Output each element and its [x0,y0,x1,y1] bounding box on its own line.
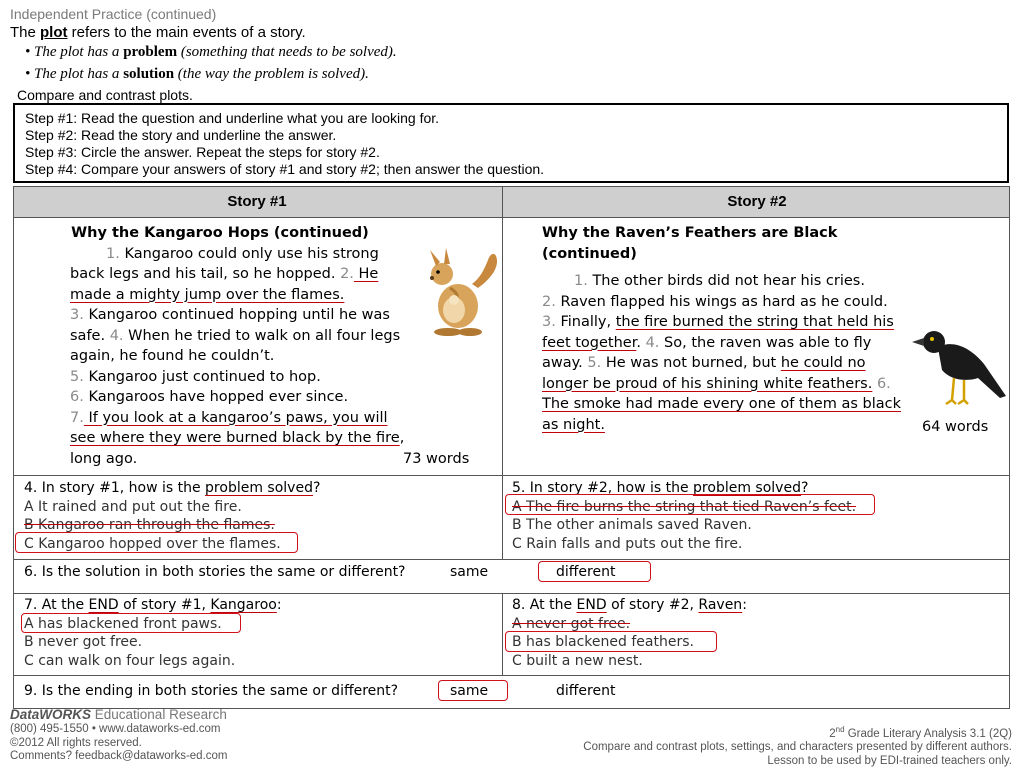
q7-name: Kangaroo [210,597,277,613]
q8-pre: 8. At the [512,597,577,613]
steps-box [13,103,1009,183]
underlined-sentence: The smoke had made every one of them as black as night. [542,396,901,433]
footer-lesson-info [583,723,1012,768]
underlined-sentence: he could no longer be proud of his shining white feathers. [542,355,873,392]
story1-line7 [70,408,410,470]
question-5 [512,479,1002,553]
step-1: Step #1: Read the question and underline what you are looking for. [25,110,440,126]
story1-text [70,223,410,469]
plot-definition [10,24,306,41]
q4-post: ? [312,480,321,496]
sentence-number: 7. [70,409,84,426]
sentence: The other birds did not hear his cries. [587,273,865,289]
page-subtitle: Independent Practice (continued) [10,6,217,22]
bullet2-pre: • The plot has a [25,66,124,82]
story1-line6 [70,387,410,408]
answer-circle [15,532,298,553]
bullet-solution [25,66,369,83]
q7-option-a[interactable]: A has blackened front paws. [24,615,222,632]
story1-title: Why the Kangaroo Hops (continued) [71,225,369,241]
answer-circle [505,494,875,515]
q5-post: ? [800,480,809,496]
q8-name: Raven [698,597,743,613]
bullet1-bold: problem [123,44,178,60]
row-divider [14,593,1009,594]
grade-rest: Grade Literary Analysis 3.1 (2Q) [844,727,1012,740]
sentence: Finally, [555,314,616,330]
brand-logo [10,707,227,722]
q7-post: : [276,597,282,613]
q4-option-c[interactable]: C Kangaroo hopped over the flames. [24,535,281,552]
q7-pre: 7. At the [24,597,89,613]
answer-circle [438,680,508,701]
answer-circle [21,613,241,633]
step-2: Step #2: Read the story and underline the answer. [25,127,337,143]
story2-title: Why the Raven’s Feathers are Black (continued) [542,225,838,262]
q4-pre: 4. In story #1, how is the [24,480,206,496]
q9-option-same[interactable]: same [450,683,489,699]
sentence-number: 4. [109,327,124,344]
sentence: So, the raven was able to fly away. [542,334,872,371]
sentence-number: 5. [587,355,602,371]
q8-post: : [742,597,747,613]
q8-option-c[interactable]: C built a new nest. [512,652,643,669]
bullet1-pre: • The plot has a [25,44,124,60]
sentence: When he tried to walk on all four legs again, he found he couldn’t. [70,327,401,364]
sentence: Kangaroos have hopped ever since. [83,389,349,405]
q4-key: problem solved [205,480,313,496]
plot-prefix: The [10,24,41,41]
sentence: Kangaroo just continued to hop. [83,368,321,385]
row-divider [14,475,1009,476]
sentence-number: 4. [645,334,660,351]
bullet1-post: (something that needs to be solved). [177,44,397,60]
footer-note: Lesson to be used by EDI-trained teachers only. [767,754,1012,767]
q8-prompt [512,596,992,615]
sentence: Kangaroo continued hopping until he was safe. [70,307,390,344]
bullet-problem [25,44,397,61]
q8-key: END [576,597,607,613]
q4-prompt [24,479,494,498]
story1-word-count: 73 words [403,451,470,467]
question-7 [24,596,494,670]
q7-option-c[interactable]: C can walk on four legs again. [24,652,236,669]
q4-option-a[interactable]: A It rained and put out the fire. [24,498,242,515]
footer-standard: Compare and contrast plots, settings, and characters presented by different authors. [583,741,1012,754]
underlined-sentence: If you look at a kangaroo’s paws, you will see where they were burned black by the fire [70,409,400,446]
sentence: Kangaroo could only use his strong back legs and his tail, so he hopped. [70,245,379,282]
sentence-number: 6. [876,375,891,392]
column-header-story1: Story #1 [227,193,287,210]
footer-phone: (800) 495-1550 • www.dataworks-ed.com [10,723,221,735]
sentence-number: 5. [70,368,84,385]
sentence-number: 2. [340,266,354,282]
q4-option-b[interactable]: B Kangaroo ran through the flames. [24,517,275,533]
story2-body-cont [542,292,902,436]
step-4: Step #4: Compare your answers of story #1 and story #2; then answer the question. [25,161,545,177]
compare-instruction: Compare and contrast plots. [17,87,193,103]
kangaroo-icon [420,248,502,340]
grade-sup: nd [835,725,845,734]
story1-body-cont [70,305,410,367]
story1-line5 [70,367,410,388]
q7-prompt [24,596,494,615]
sentence-number: 6. [70,389,84,405]
q8-option-a[interactable]: A never got free. [512,615,631,632]
q7-key: END [88,597,119,613]
sentence: Raven flapped his wings as hard as he could. [555,293,888,310]
q8-option-b[interactable]: B has blackened feathers. [512,634,694,650]
column-divider [502,187,503,559]
q5-pre: 5. In story #2, how is the [512,480,694,496]
footer-grade [583,723,1012,741]
q7-option-b[interactable]: B never got free. [24,634,143,650]
q5-option-c[interactable]: C Rain falls and puts out the fire. [512,535,743,552]
footer-comments: Comments? feedback@dataworks-ed.com [10,750,228,762]
question-9: 9. Is the ending in both stories the same or different? [24,683,399,699]
answer-circle [538,561,651,582]
row-divider [14,559,1009,560]
footer-contact [10,723,228,764]
plot-word: plot [40,24,68,41]
sentence-number: 2. [542,293,556,310]
q7-mid: of story #1, [118,597,211,613]
step-3: Step #3: Circle the answer. Repeat the steps for story #2. [25,144,380,160]
q9-option-different[interactable]: different [556,683,616,699]
brand-rest: Educational Research [91,707,227,722]
answer-circle [505,631,717,652]
raven-icon [912,320,1008,408]
story1-body [70,244,410,306]
q5-option-a[interactable]: A The fire burns the string that tied Raven’s feet. [512,498,857,515]
q6-option-different[interactable]: different [556,564,616,580]
brand-bold: DataWORKS [10,707,92,722]
column-header-story2: Story #2 [727,193,787,210]
story2-text [542,223,902,435]
sentence-number: 3. [70,307,84,323]
plot-suffix: refers to the main events of a story. [67,24,306,41]
row-divider [14,675,1009,676]
grade-num: 2 [829,727,836,740]
story2-body [542,271,902,292]
q5-option-b[interactable]: B The other animals saved Raven. [512,517,752,533]
story2-word-count: 64 words [922,419,989,435]
underlined-sentence: the fire burned the string that held his feet together [542,314,894,351]
question-6: 6. Is the solution in both stories the same or different? [24,564,406,580]
column-divider [502,593,503,675]
sentence: . [636,334,646,351]
row-divider [14,217,1009,218]
q5-key: problem solved [693,480,801,496]
sentence-number: 1. [574,273,588,289]
sentence-number: 1. [106,245,120,262]
sentence-number: 3. [542,314,556,330]
sentence: , long ago. [70,430,405,467]
bullet2-post: (the way the problem is solved). [174,66,369,82]
sentence: He was not burned, but [601,355,781,371]
bullet2-bold: solution [123,66,175,82]
q8-mid: of story #2, [606,597,699,613]
q6-option-same[interactable]: same [450,564,489,580]
underlined-sentence: He made a mighty jump over the flames. [70,266,379,303]
footer-copyright: ©2012 All rights reserved. [10,736,142,749]
